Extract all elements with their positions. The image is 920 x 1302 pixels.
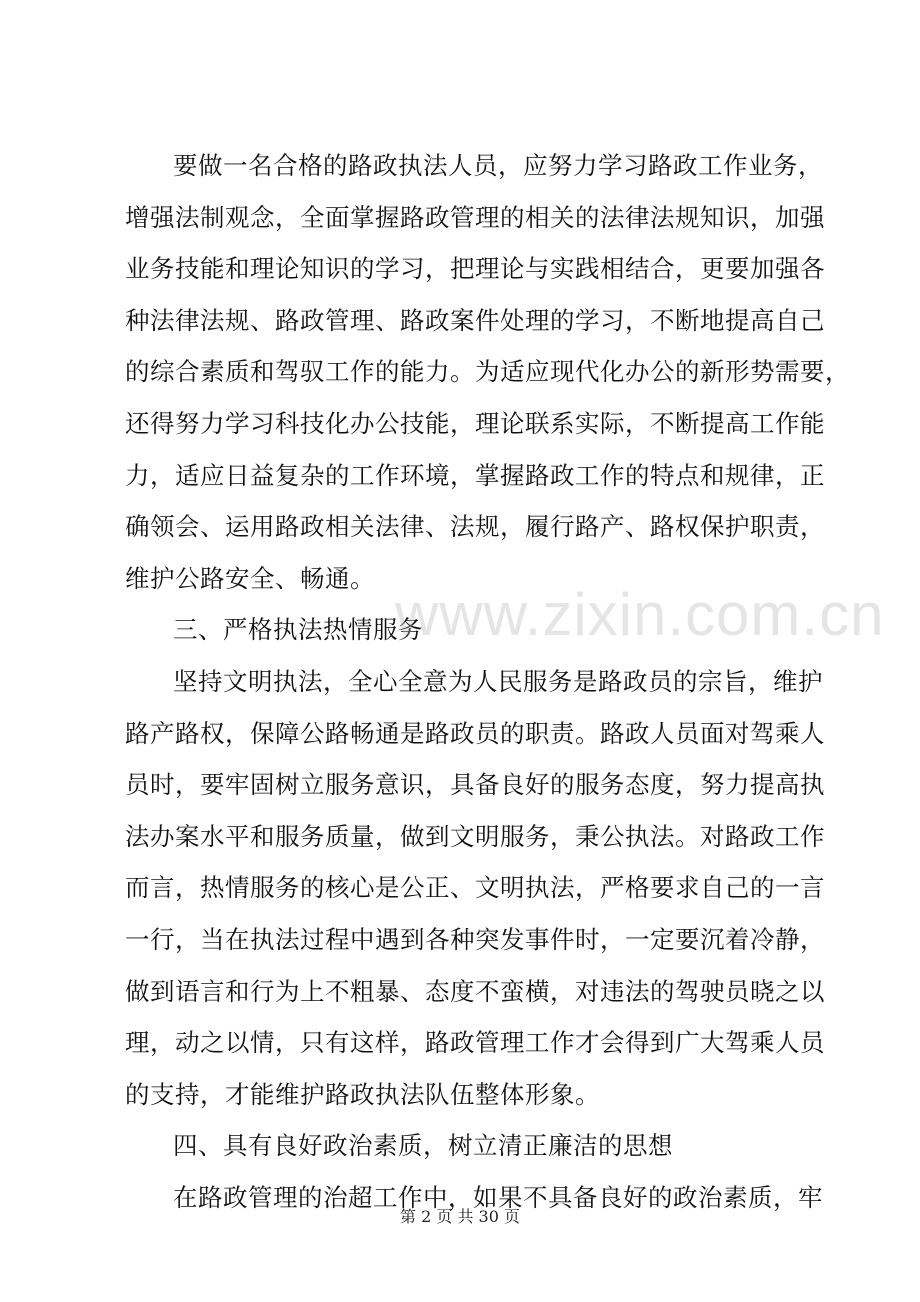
page-footer: 第 2 页 共 30 页 <box>400 1207 520 1226</box>
paragraph-line: 在路政管理的治超工作中，如果不具备良好的政治素质，牢 <box>173 1182 823 1212</box>
paragraph-line: 理，动之以情，只有这样，路政管理工作才会得到广大驾乘人员 <box>125 1028 825 1058</box>
paragraph-line: 还得努力学习科技化办公技能，理论联系实际，不断提高工作能 <box>125 408 825 438</box>
section-heading: 四、具有良好政治素质，树立清正廉洁的思想 <box>173 1131 673 1161</box>
paragraph-line: 员时，要牢固树立服务意识，具备良好的服务态度，努力提高执 <box>125 770 825 800</box>
body-text <box>125 140 850 1223</box>
section-heading: 三、严格执法热情服务 <box>173 615 423 645</box>
paragraph-line: 的综合素质和驾驭工作的能力。为适应现代化办公的新形势需要， <box>125 357 850 387</box>
paragraph-line: 的支持，才能维护路政执法队伍整体形象。 <box>125 1079 600 1109</box>
paragraph-line: 坚持文明执法，全心全意为人民服务是路政员的宗旨，维护 <box>173 666 823 696</box>
paragraph-line: 做到语言和行为上不粗暴、态度不蛮横，对违法的驾驶员晓之以 <box>125 976 825 1006</box>
paragraph-line: 力，适应日益复杂的工作环境，掌握路政工作的特点和规律，正 <box>125 460 825 490</box>
paragraph-line: 确领会、运用路政相关法律、法规，履行路产、路权保护职责， <box>125 512 825 542</box>
watermark: www.zixin.com.cn <box>395 581 885 648</box>
paragraph-line: 法办案水平和服务质量，做到文明服务，秉公执法。对路政工作 <box>125 821 825 851</box>
paragraph-line: 维护公路安全、畅通。 <box>125 563 375 593</box>
paragraph-line: 而言，热情服务的核心是公正、文明执法，严格要求自己的一言 <box>125 873 825 903</box>
paragraph-line: 业务技能和理论知识的学习，把理论与实践相结合，更要加强各 <box>125 254 825 284</box>
paragraph-line: 种法律法规、路政管理、路政案件处理的学习，不断地提高自己 <box>125 305 825 335</box>
paragraph-line: 要做一名合格的路政执法人员，应努力学习路政工作业务， <box>173 151 823 180</box>
paragraph-line: 增强法制观念，全面掌握路政管理的相关的法律法规知识，加强 <box>125 202 825 232</box>
paragraph-line: 一行，当在执法过程中遇到各种突发事件时，一定要沉着冷静， <box>125 924 825 954</box>
paragraph-line: 路产路权，保障公路畅通是路政员的职责。路政人员面对驾乘人 <box>125 718 825 748</box>
